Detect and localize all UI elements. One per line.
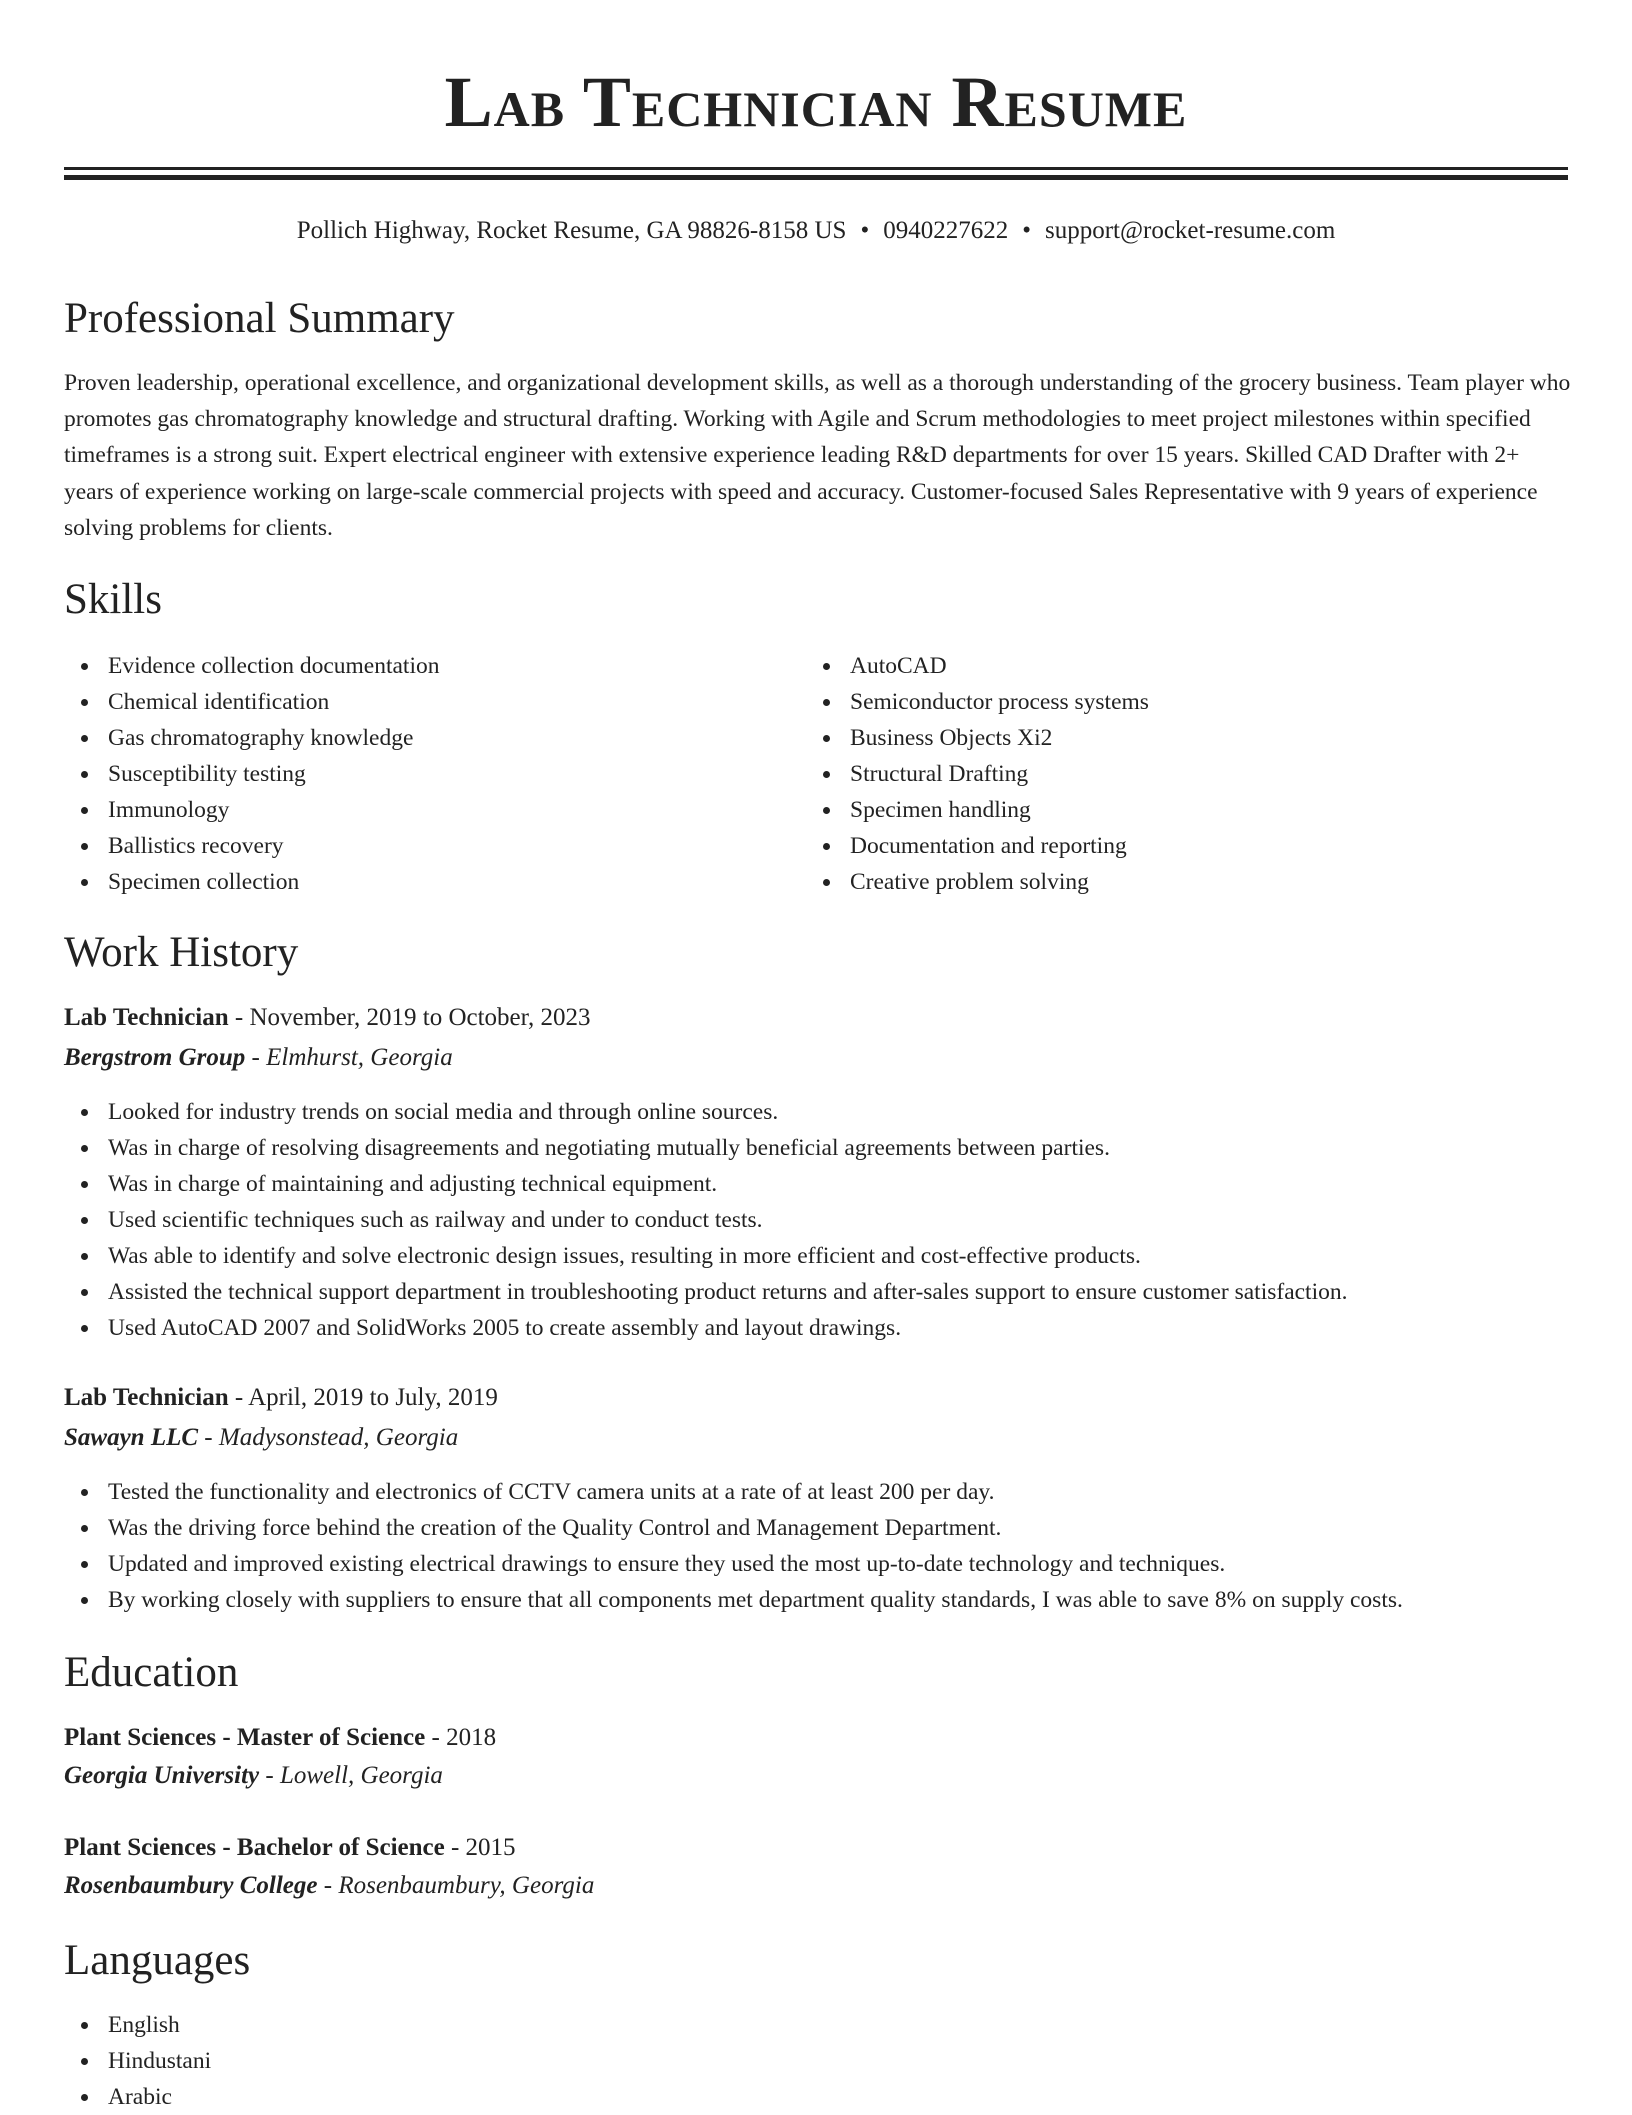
skill-item: Specimen handling xyxy=(806,792,1149,828)
resume-title: Lab Technician Resume xyxy=(444,62,1188,142)
skill-item: Ballistics recovery xyxy=(64,828,440,864)
skills-heading: Skills xyxy=(64,576,162,623)
language-item: Arabic xyxy=(64,2079,211,2115)
dash: - xyxy=(259,1762,280,1789)
skill-item: Structural Drafting xyxy=(806,756,1149,792)
dash: - xyxy=(425,1724,447,1751)
education-school: Rosenbaumbury College xyxy=(64,1872,318,1899)
job-bullets xyxy=(64,1094,1348,1346)
dash: - xyxy=(317,1872,339,1899)
dash: - xyxy=(228,1004,250,1031)
contact-address: Pollich Highway, Rocket Resume, GA 98826-8158 US xyxy=(296,217,847,244)
summary-text: Proven leadership, operational excellence, and organizational development skills, as well as a thorough understanding of the grocery business. Team player who promotes gas chromatography knowledge and structural drafting. Working with Agile and Scrum methodologies to meet project milestones within specified timeframes is a strong suit. Expert electrical engineer with extensive experience leading R&D departments for over 15 years. Skilled CAD Drafter with 2+ years of experience working on large-scale commercial projects with speed and accuracy. Customer-focused Sales Representative with 9 years of experience solving problems for clients. xyxy=(64,370,1571,541)
title-rule-bottom xyxy=(64,175,1568,180)
education-school-line xyxy=(64,1758,443,1794)
job-bullet: Used scientific techniques such as railway and under to conduct tests. xyxy=(64,1202,1348,1238)
job-bullet: Was in charge of resolving disagreements and negotiating mutually beneficial agreements between parties. xyxy=(64,1130,1348,1166)
job-company: Bergstrom Group xyxy=(64,1044,246,1071)
skill-item: Documentation and reporting xyxy=(806,828,1149,864)
title-rule-top xyxy=(64,167,1568,170)
job-bullet: Was in charge of maintaining and adjusting technical equipment. xyxy=(64,1166,1348,1202)
contact-separator: • xyxy=(860,217,870,244)
languages-heading: Languages xyxy=(64,1937,251,1984)
job-bullet: Used AutoCAD 2007 and SolidWorks 2005 to create assembly and layout drawings. xyxy=(64,1310,1348,1346)
job-bullet: Looked for industry trends on social media and through online sources. xyxy=(64,1094,1348,1130)
education-school: Georgia University xyxy=(64,1762,260,1789)
dash: - xyxy=(245,1044,267,1071)
skill-item: Specimen collection xyxy=(64,864,440,900)
job-dates: November, 2019 to October, 2023 xyxy=(249,1004,591,1031)
skill-item: Gas chromatography knowledge xyxy=(64,720,440,756)
summary-heading: Professional Summary xyxy=(64,295,455,342)
job-header xyxy=(64,1000,590,1036)
skills-list-left xyxy=(64,648,440,900)
education-year: 2015 xyxy=(465,1834,516,1861)
education-heading: Education xyxy=(64,1649,239,1696)
education-year: 2018 xyxy=(446,1724,497,1751)
job-dates: April, 2019 to July, 2019 xyxy=(248,1384,498,1411)
dash: - xyxy=(444,1834,466,1861)
language-item: Hindustani xyxy=(64,2043,211,2079)
job-role: Lab Technician xyxy=(64,1384,229,1411)
job-company: Sawayn LLC xyxy=(64,1424,199,1451)
language-item: English xyxy=(64,2007,211,2043)
job-location: Elmhurst, Georgia xyxy=(266,1044,453,1071)
education-degree: Plant Sciences - Bachelor of Science xyxy=(64,1834,445,1861)
job-bullet: Was able to identify and solve electronic design issues, resulting in more efficient and cost-effective products. xyxy=(64,1238,1348,1274)
skill-item: Immunology xyxy=(64,792,440,828)
job-role: Lab Technician xyxy=(64,1004,229,1031)
education-degree-line xyxy=(64,1720,496,1756)
education-school-line xyxy=(64,1868,594,1904)
skill-item: AutoCAD xyxy=(806,648,1149,684)
dash: - xyxy=(198,1424,219,1451)
skill-item: Creative problem solving xyxy=(806,864,1149,900)
job-company-line xyxy=(64,1040,453,1076)
job-bullet: Was the driving force behind the creation of the Quality Control and Management Department. xyxy=(64,1510,1403,1546)
skill-item: Semiconductor process systems xyxy=(806,684,1149,720)
contact-phone: 0940227622 xyxy=(883,217,1009,244)
education-location: Lowell, Georgia xyxy=(279,1762,443,1789)
contact-line xyxy=(0,214,1632,248)
skill-item: Susceptibility testing xyxy=(64,756,440,792)
job-bullet: Tested the functionality and electronics of CCTV camera units at a rate of at least 200 per day. xyxy=(64,1474,1403,1510)
job-header xyxy=(64,1380,498,1416)
job-bullet: Assisted the technical support department in troubleshooting product returns and after-sales support to ensure customer satisfaction. xyxy=(64,1274,1348,1310)
skill-item: Business Objects Xi2 xyxy=(806,720,1149,756)
education-location: Rosenbaumbury, Georgia xyxy=(338,1872,595,1899)
contact-email: support@rocket-resume.com xyxy=(1044,217,1336,244)
education-degree: Plant Sciences - Master of Science xyxy=(64,1724,426,1751)
work-heading: Work History xyxy=(64,929,299,976)
skill-item: Chemical identification xyxy=(64,684,440,720)
skill-item: Evidence collection documentation xyxy=(64,648,440,684)
skills-list-right xyxy=(806,648,1149,900)
job-company-line xyxy=(64,1420,458,1456)
job-location: Madysonstead, Georgia xyxy=(218,1424,459,1451)
dash: - xyxy=(228,1384,249,1411)
contact-separator: • xyxy=(1022,217,1031,244)
education-degree-line xyxy=(64,1830,516,1866)
languages-list xyxy=(64,2007,211,2115)
job-bullet: Updated and improved existing electrical drawings to ensure they used the most up-to-date technology and techniques. xyxy=(64,1546,1403,1582)
job-bullets xyxy=(64,1474,1403,1618)
job-bullet: By working closely with suppliers to ensure that all components met department quality standards, I was able to save 8% on supply costs. xyxy=(64,1582,1403,1618)
